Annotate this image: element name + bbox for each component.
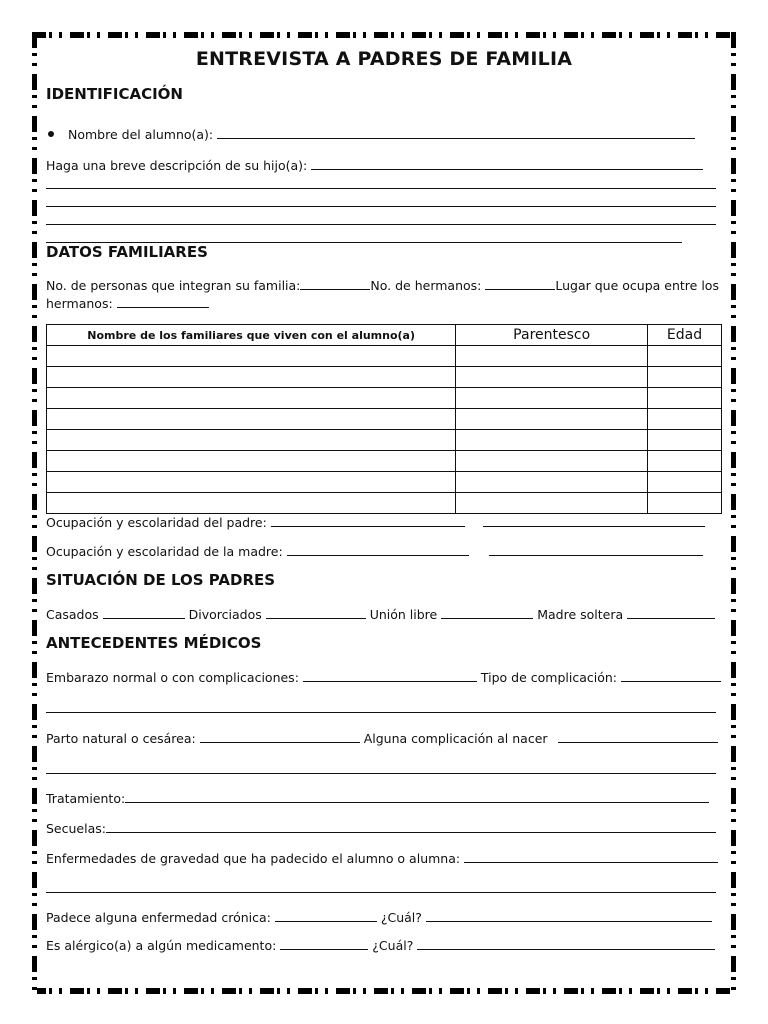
table-cell[interactable] — [47, 346, 456, 367]
complicacion-nacer-field[interactable] — [558, 730, 718, 743]
tratamiento-row — [46, 790, 709, 806]
ocupacion-madre-row — [46, 543, 703, 559]
madre-soltera-field[interactable] — [627, 606, 715, 619]
hermanos-row — [46, 295, 209, 311]
cronica-label: Padece alguna enfermedad crónica: — [46, 910, 271, 925]
alergico-field[interactable] — [280, 937, 368, 950]
table-cell[interactable] — [456, 493, 648, 514]
parto-line-2[interactable] — [46, 773, 716, 774]
section-situacion-padres: SITUACIÓN DE LOS PADRES — [46, 571, 276, 589]
decorative-border-top — [32, 32, 736, 38]
column-header-nombre: Nombre de los familiares que viven con el alumno(a) — [47, 325, 456, 346]
no-hermanos-field[interactable] — [485, 277, 555, 290]
ocupacion-padre-label: Ocupación y escolaridad del padre: — [46, 515, 267, 530]
no-personas-label: No. de personas que integran su familia: — [46, 278, 301, 293]
ocupacion-padre-field[interactable] — [271, 514, 465, 527]
table-row — [47, 451, 722, 472]
table-header-row — [47, 325, 722, 346]
cual1-field[interactable] — [426, 909, 712, 922]
decorative-border-right — [731, 32, 736, 994]
table-cell[interactable] — [648, 346, 722, 367]
complicacion-nacer-label: Alguna complicación al nacer — [363, 731, 548, 746]
table-cell[interactable] — [47, 493, 456, 514]
table-cell[interactable] — [47, 388, 456, 409]
nombre-alumno-field[interactable] — [217, 126, 695, 139]
table-cell[interactable] — [456, 388, 648, 409]
table-cell[interactable] — [456, 472, 648, 493]
union-libre-field[interactable] — [441, 606, 533, 619]
alergico-label: Es alérgico(a) a algún medicamento: — [46, 938, 277, 953]
familia-row — [46, 277, 719, 293]
no-personas-field[interactable] — [300, 277, 370, 290]
table-cell[interactable] — [648, 430, 722, 451]
table-cell[interactable] — [456, 346, 648, 367]
tipo-complicacion-field[interactable] — [621, 669, 721, 682]
descripcion-line-3[interactable] — [46, 224, 716, 225]
bullet-icon — [48, 131, 54, 137]
column-header-parentesco: Parentesco — [456, 325, 648, 346]
table-cell[interactable] — [648, 367, 722, 388]
cronica-row — [46, 909, 712, 925]
secuelas-label: Secuelas: — [46, 821, 106, 836]
table-cell[interactable] — [648, 493, 722, 514]
decorative-border-bottom — [32, 988, 736, 994]
table-cell[interactable] — [648, 409, 722, 430]
tratamiento-label: Tratamiento: — [46, 791, 126, 806]
table-row — [47, 409, 722, 430]
table-cell[interactable] — [456, 451, 648, 472]
casados-label: Casados — [46, 607, 99, 622]
page-title: ENTREVISTA A PADRES DE FAMILIA — [195, 48, 573, 70]
table-row — [47, 493, 722, 514]
enfermedades-field[interactable] — [464, 850, 718, 863]
no-hermanos-label: No. de hermanos: — [370, 278, 482, 293]
parto-row — [46, 730, 718, 746]
section-datos-familiares: DATOS FAMILIARES — [46, 243, 208, 261]
parto-label: Parto natural o cesárea: — [46, 731, 196, 746]
escolaridad-madre-field[interactable] — [489, 543, 703, 556]
tratamiento-field[interactable] — [125, 790, 709, 803]
table-row — [47, 430, 722, 451]
cual1-label: ¿Cuál? — [380, 910, 422, 925]
cronica-field[interactable] — [275, 909, 377, 922]
ocupacion-madre-label: Ocupación y escolaridad de la madre: — [46, 544, 283, 559]
casados-field[interactable] — [103, 606, 185, 619]
table-cell[interactable] — [648, 451, 722, 472]
secuelas-field[interactable] — [106, 820, 716, 833]
column-header-edad: Edad — [648, 325, 722, 346]
madre-soltera-label: Madre soltera — [537, 607, 624, 622]
cual2-label: ¿Cuál? — [372, 938, 414, 953]
lugar-ocupa-label: Lugar que ocupa entre los — [555, 278, 719, 293]
nombre-alumno-row — [46, 126, 695, 142]
situacion-row — [46, 606, 715, 622]
decorative-border-left — [32, 32, 37, 994]
descripcion-line-2[interactable] — [46, 206, 716, 207]
table-row — [47, 367, 722, 388]
section-identificacion: IDENTIFICACIÓN — [46, 85, 183, 103]
lugar-ocupa-field[interactable] — [117, 295, 209, 308]
ocupacion-padre-row — [46, 514, 705, 530]
divorciados-field[interactable] — [266, 606, 366, 619]
enfermedades-line-2[interactable] — [46, 892, 716, 893]
table-cell[interactable] — [47, 367, 456, 388]
section-antecedentes-medicos: ANTECEDENTES MÉDICOS — [46, 634, 262, 652]
cual2-field[interactable] — [417, 937, 715, 950]
nombre-alumno-label: Nombre del alumno(a): — [68, 127, 214, 142]
enfermedades-row — [46, 850, 718, 866]
embarazo-row — [46, 669, 721, 685]
union-libre-label: Unión libre — [369, 607, 438, 622]
table-cell[interactable] — [47, 451, 456, 472]
alergico-row — [46, 937, 715, 953]
table-cell[interactable] — [47, 472, 456, 493]
secuelas-row — [46, 820, 716, 836]
embarazo-field[interactable] — [303, 669, 477, 682]
divorciados-label: Divorciados — [188, 607, 262, 622]
tipo-complicacion-label: Tipo de complicación: — [480, 670, 617, 685]
descripcion-line-1[interactable] — [46, 188, 716, 189]
table-cell[interactable] — [47, 430, 456, 451]
enfermedades-label: Enfermedades de gravedad que ha padecido el alumno o alumna: — [46, 851, 461, 866]
table-cell[interactable] — [456, 367, 648, 388]
descripcion-label: Haga una breve descripción de su hijo(a): — [46, 158, 308, 173]
table-row — [47, 388, 722, 409]
table-cell[interactable] — [456, 430, 648, 451]
table-cell[interactable] — [648, 388, 722, 409]
familiares-table — [46, 324, 722, 514]
descripcion-field[interactable] — [311, 157, 703, 170]
escolaridad-padre-field[interactable] — [483, 514, 705, 527]
table-cell[interactable] — [456, 409, 648, 430]
table-row — [47, 472, 722, 493]
table-cell[interactable] — [648, 472, 722, 493]
table-cell[interactable] — [47, 409, 456, 430]
descripcion-row — [46, 157, 703, 173]
hermanos-label: hermanos: — [46, 296, 113, 311]
table-row — [47, 346, 722, 367]
parto-field[interactable] — [200, 730, 360, 743]
embarazo-line-2[interactable] — [46, 712, 716, 713]
embarazo-label: Embarazo normal o con complicaciones: — [46, 670, 299, 685]
ocupacion-madre-field[interactable] — [287, 543, 469, 556]
